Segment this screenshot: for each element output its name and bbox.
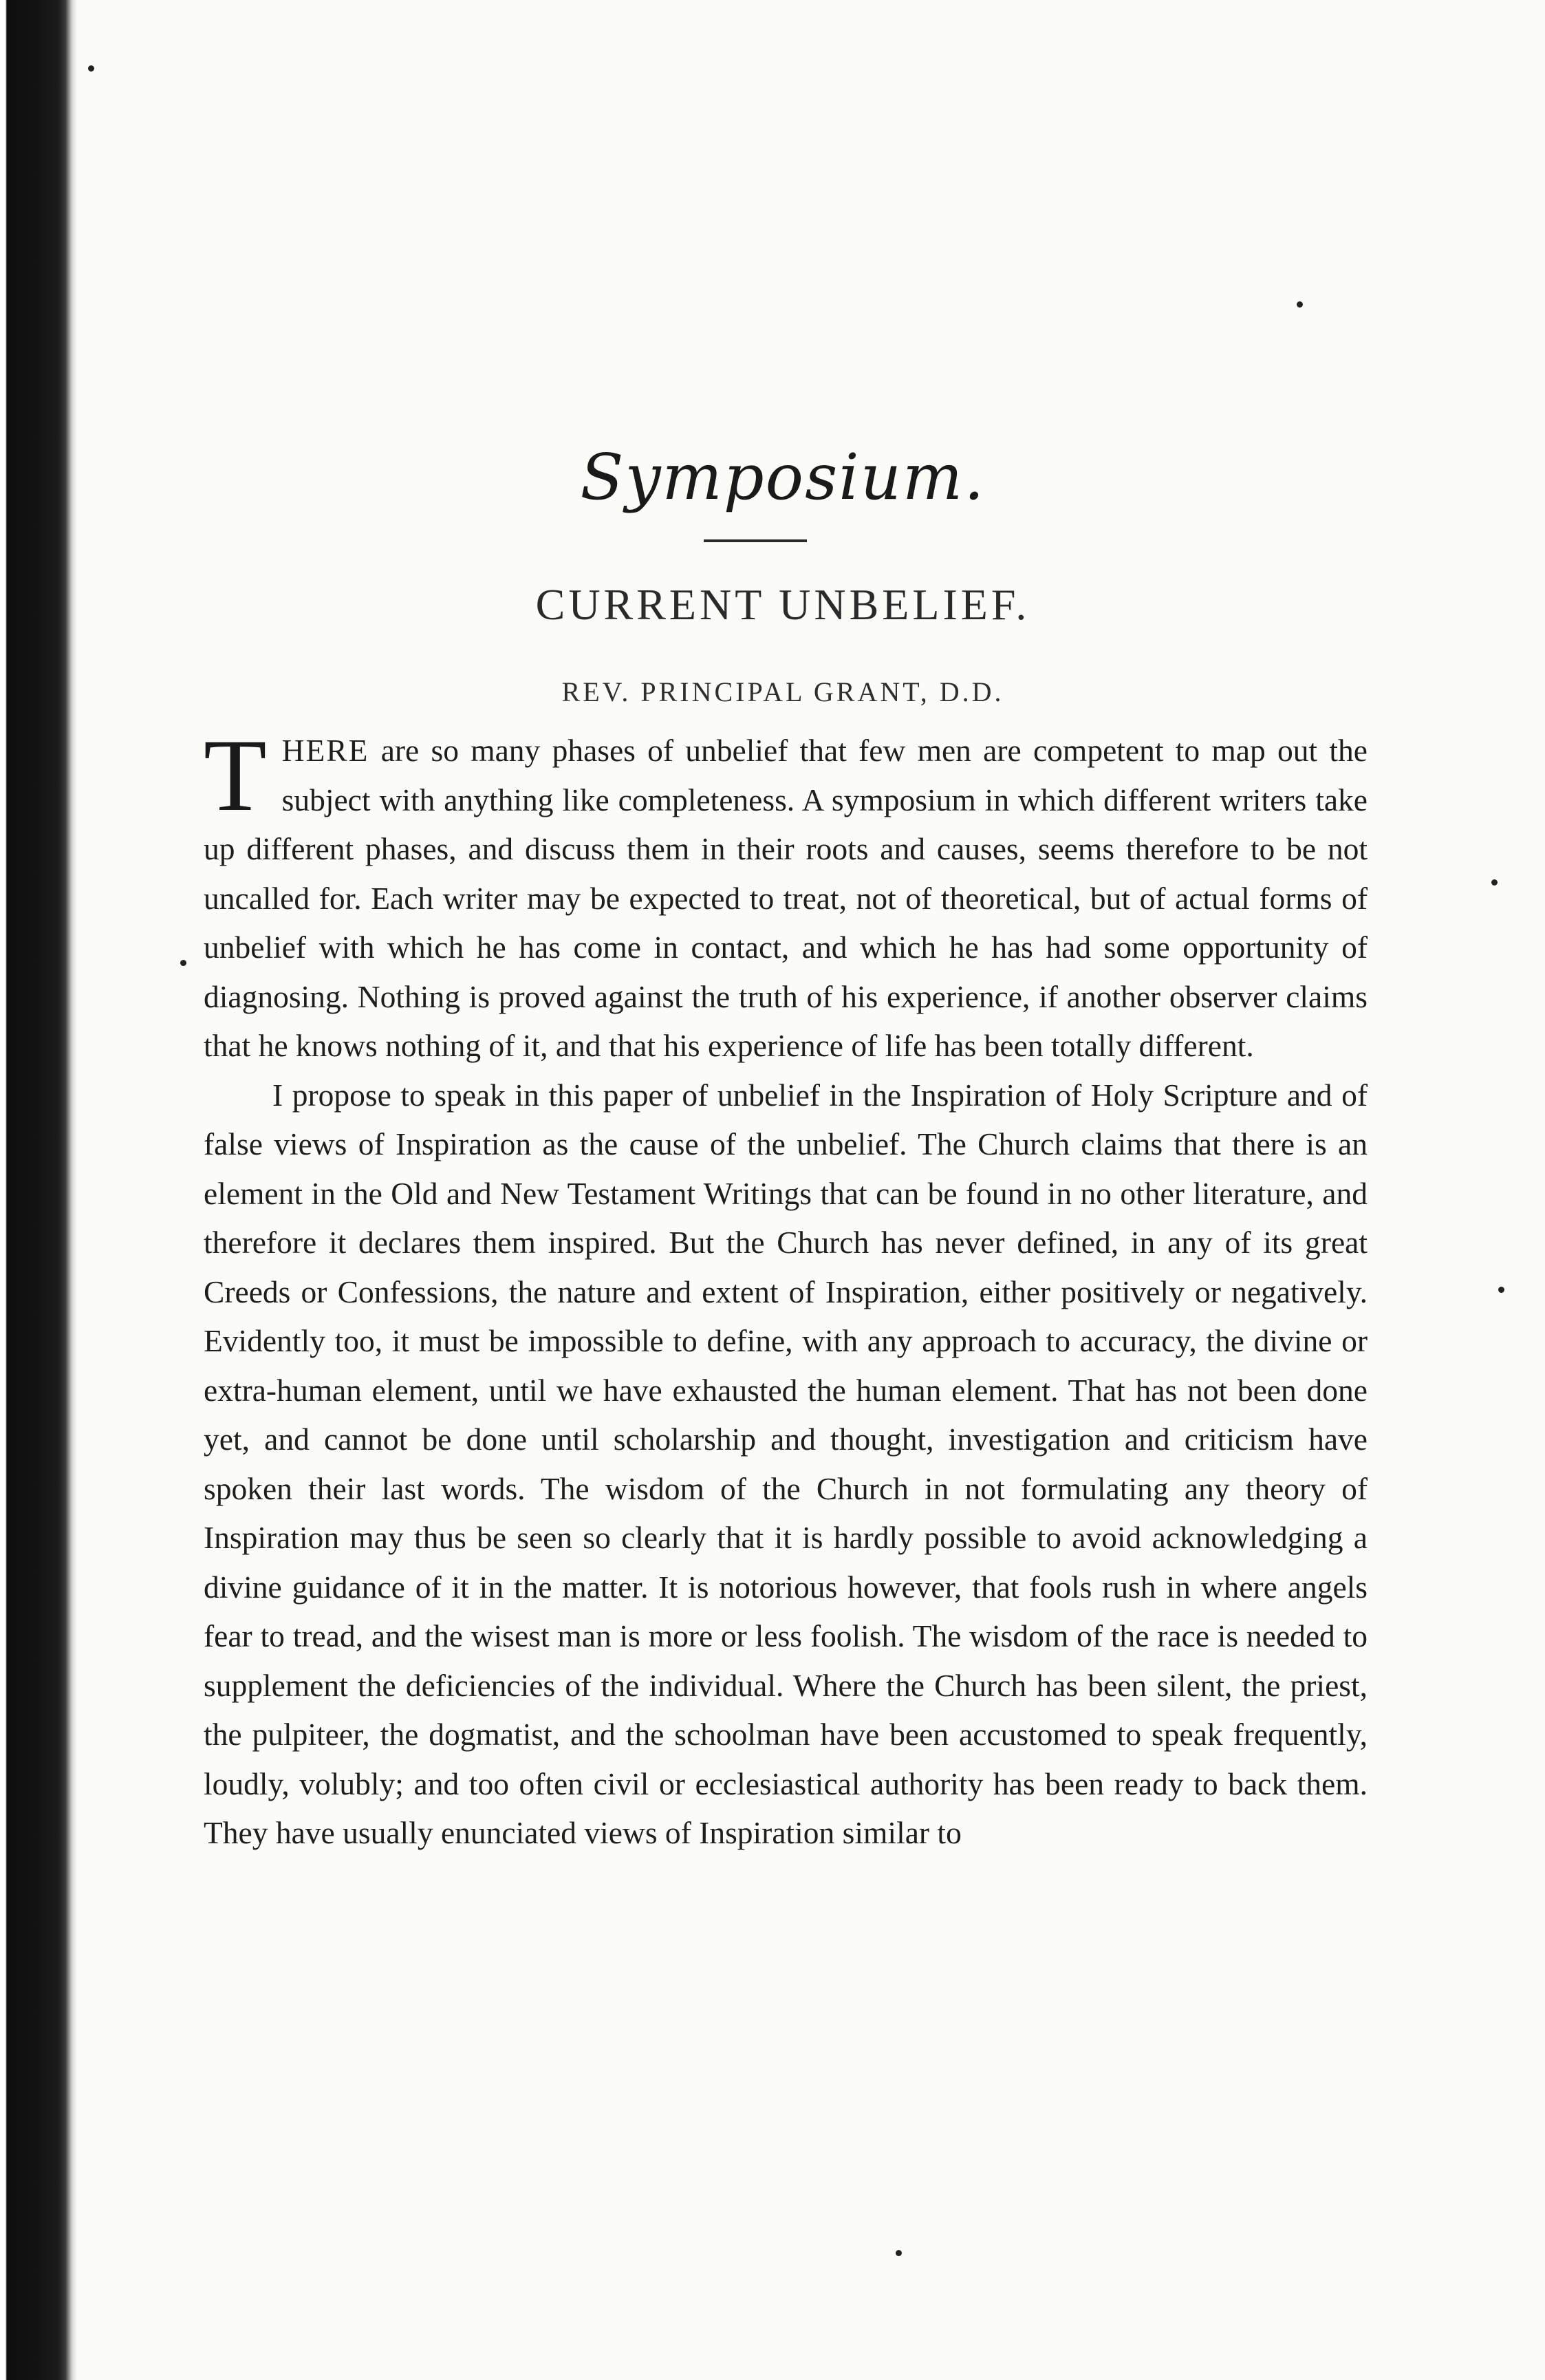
article-body [204, 718, 1368, 1858]
paragraph-2: I propose to speak in this paper of unbelief in the Inspiration of Holy Scripture and of false views of Inspiration as the cause of the unbelief. The Church claims that there is an element in the Old and New Testament Writings that can be found in no other literature, and therefore it declares them inspired. But the Church has never defined, in any of its great Creeds or Confessions, the nature and extent of Inspiration, either positively or negatively. Evidently too, it must be impossible to define, with any approach to accuracy, the divine or extra-human element, until we have exhausted the human element. That has not been done yet, and cannot be done until scholarship and thought, investigation and criticism have spoken their last words. The wisdom of the Church in not formulating any theory of Inspiration may thus be seen so clearly that it is hardly possible to avoid acknowledging a divine guidance of it in the matter. It is notorious however, that fools rush in where angels fear to tread, and the wisest man is more or less foolish. The wisdom of the race is needed to supplement the deficiencies of the individual. Where the Church has been silent, the priest, the pulpiteer, the dogmatist, and the schoolman have been accustomed to speak frequently, loudly, volubly; and too often civil or ecclesiastical authority has been ready to back them. They have usually enunciated views of Inspiration similar to [204, 1077, 1368, 1850]
paragraph-1-text: are so many phases of unbelief that few men are competent to map out the subject with anything like completeness. A symposium in which different writers take up different phases, and discuss them in their roots and causes, seems therefore to be not uncalled for. Each writer may be expected to treat, not of theoretical, but of actual forms of unbelief with which he has come in contact, and which he has had some opportunity of diagnosing. Nothing is proved against the truth of his experience, if another observer claims that he knows nothing of it, and that his experience of life has been totally different. [204, 733, 1368, 1063]
ink-speck [180, 960, 186, 966]
ink-speck [88, 65, 94, 72]
article-title: CURRENT UNBELIEF. [535, 580, 1030, 629]
ink-speck [1498, 1287, 1504, 1293]
author-line: REV. PRINCIPAL GRANT, D.D. [561, 676, 1004, 707]
ink-speck [896, 2250, 902, 2256]
title-divider [704, 539, 807, 542]
drop-cap: T [204, 718, 267, 833]
first-words: HERE [281, 733, 369, 768]
ink-speck [1297, 301, 1303, 308]
ink-speck [1491, 879, 1498, 886]
binding-edge-shadow [0, 0, 77, 2380]
page-title: Symposium. [580, 440, 986, 514]
paragraph-1 [204, 718, 1368, 1071]
